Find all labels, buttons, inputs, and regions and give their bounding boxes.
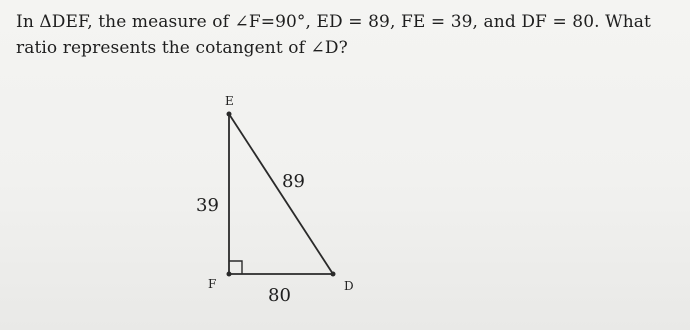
side-label-df: 80 — [268, 285, 291, 306]
vertex-label-e: E — [225, 94, 234, 108]
side-label-fe: 39 — [196, 195, 219, 216]
vertex-f-dot — [227, 272, 232, 277]
question-text: In ΔDEF, the measure of ∠F=90°, ED = 89, FE = 39, and DF = 80. What ratio represents the cotangent of ∠D? — [16, 12, 651, 58]
vertex-d-dot — [331, 272, 336, 277]
vertex-label-d: D — [344, 279, 354, 293]
side-ed — [229, 114, 333, 274]
right-angle-marker — [229, 261, 242, 274]
vertex-e-dot — [227, 112, 232, 117]
vertex-label-f: F — [208, 277, 217, 291]
side-label-ed: 89 — [282, 171, 305, 192]
